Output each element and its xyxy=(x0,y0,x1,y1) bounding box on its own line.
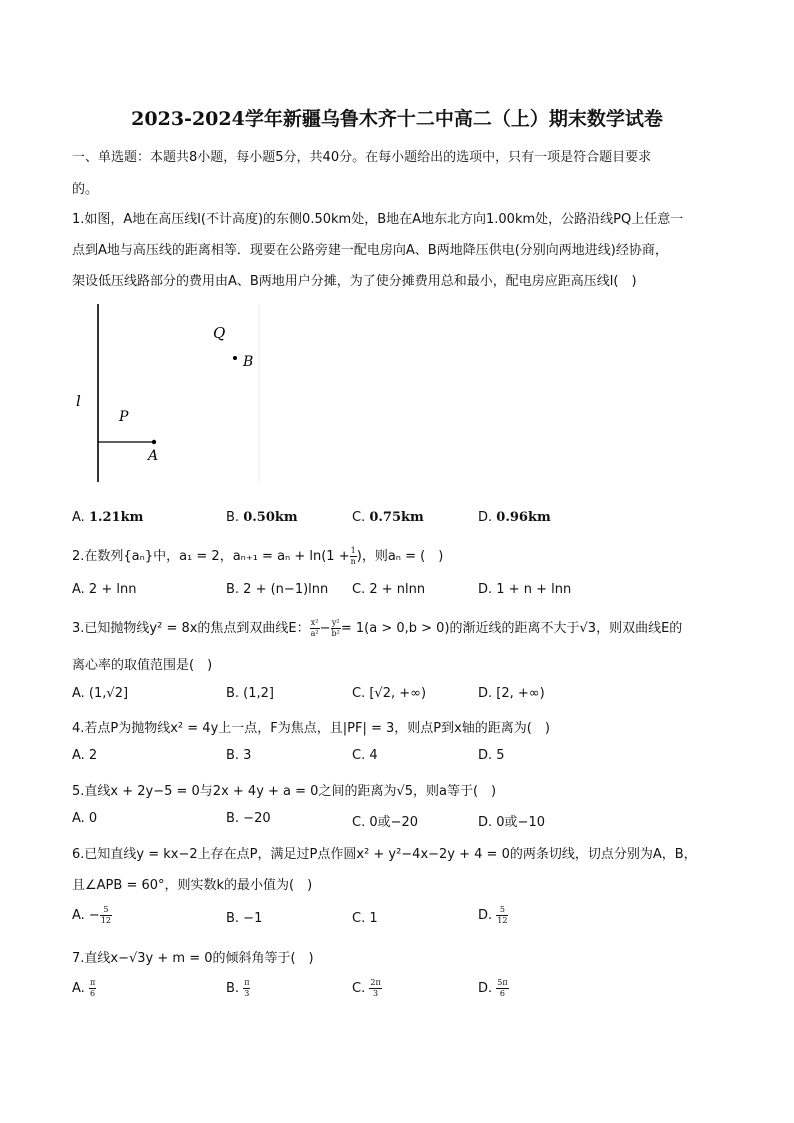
q2-stem: 2.在数列{aₙ}中，a₁ = 2，aₙ₊₁ = aₙ + ln(1 + $\frac{1}{n}$ )，则aₙ = ( ) xyxy=(72,546,444,566)
section-heading-line2: 的。 xyxy=(72,182,99,197)
q7-option-a: A. $\frac{\pi}{6}$ xyxy=(72,978,96,998)
q4-stem: 4.若点P为抛物线x² = 4y上一点，F为焦点，且|PF| = 3，则点P到x轴的距离为( ) xyxy=(72,721,550,736)
q6-option-b: B. −1 xyxy=(226,911,263,926)
label-P: P xyxy=(119,409,129,425)
q3-stem-line1: 3.已知抛物线y² = 8x的焦点到双曲线E： $\frac{\text{x²}}{\text{a²}}$ − $\frac{\text{y²}}{\text{b²}}$ = 1(a > 0,b > 0)的渐近线的距离不大于√3，则双曲线E的 xyxy=(72,618,683,638)
q6-stem-line2: 且∠APB = 60°，则实数k的最小值为( ) xyxy=(72,878,313,893)
label-Q: Q xyxy=(213,324,226,342)
q2-option-c: C. 2 + nlnn xyxy=(352,582,426,597)
q5-option-a: A. 0 xyxy=(72,811,98,826)
q6-stem-line1: 6.已知直线y = kx−2上存在点P，满足过P点作圆x² + y²−4x−2y + 4 = 0的两条切线，切点分别为A，B， xyxy=(72,847,697,862)
q1-option-d: D. 0.96km xyxy=(478,510,551,525)
q2-option-d: D. 1 + n + lnn xyxy=(478,582,572,597)
q6-option-c: C. 1 xyxy=(352,911,378,926)
q1-figure xyxy=(76,300,276,485)
q7-option-d: D. $\frac{5\pi}{6}$ xyxy=(478,978,508,998)
label-B: B xyxy=(243,354,254,370)
q1-stem-line2: 点到A地与高压线的距离相等．现要在公路旁建一配电房向A、B两地降压供电(分别向两地进线)经协商， xyxy=(72,243,668,258)
q3-stem-line2: 离心率的取值范围是( ) xyxy=(72,658,213,673)
q3-option-d: D. [2, +∞) xyxy=(478,686,545,701)
q3-option-b: B. (1,2] xyxy=(226,686,275,701)
q4-option-b: B. 3 xyxy=(226,748,252,763)
point-B xyxy=(233,356,237,360)
q6-option-a: A. − $\frac{5}{12}$ xyxy=(72,905,112,925)
label-l: l xyxy=(76,392,81,410)
q6-option-d: D. $\frac{5}{12}$ xyxy=(478,905,508,925)
q5-option-b: B. −20 xyxy=(226,811,271,826)
q5-stem: 5.直线x + 2y−5 = 0与2x + 4y + a = 0之间的距离为√5，则a等于( ) xyxy=(72,784,497,799)
q4-option-a: A. 2 xyxy=(72,748,98,763)
q4-option-d: D. 5 xyxy=(478,748,505,763)
q3-option-c: C. [√2, +∞) xyxy=(352,686,427,701)
q7-option-b: B. $\frac{\pi}{3}$ xyxy=(226,978,250,998)
q1-option-b: B. 0.50km xyxy=(226,510,298,525)
q3-option-a: A. (1,√2] xyxy=(72,686,129,701)
q2-fraction: $\frac{1}{n}$ xyxy=(350,546,356,566)
q2-option-a: A. 2 + lnn xyxy=(72,582,137,597)
q1-stem-line1: 1.如图，A地在高压线l(不计高度)的东侧0.50km处，B地在A地东北方向1.00km处，公路沿线PQ上任意一 xyxy=(72,212,684,227)
q1-option-c: C. 0.75km xyxy=(352,510,424,525)
exam-title: 2023-2024学年新疆乌鲁木齐十二中高二（上）期末数学试卷 xyxy=(131,108,663,130)
point-A xyxy=(152,440,156,444)
q1-stem-line3: 架设低压线路部分的费用由A、B两地用户分摊，为了使分摊费用总和最小，配电房应距高压线l( ) xyxy=(72,274,637,289)
q1-option-a: A. 1.21km xyxy=(72,510,144,525)
section-heading-line1: 一、单选题：本题共8小题，每小题5分，共40分。在每小题给出的选项中，只有一项是符合题目要求 xyxy=(72,150,652,165)
q2-option-b: B. 2 + (n−1)lnn xyxy=(226,582,329,597)
q7-stem: 7.直线x−√3y + m = 0的倾斜角等于( ) xyxy=(72,951,314,966)
q5-option-c: C. 0或−20 xyxy=(352,815,419,830)
q7-option-c: C. $\frac{2\pi}{3}$ xyxy=(352,978,381,998)
q4-option-c: C. 4 xyxy=(352,748,378,763)
q5-option-d: D. 0或−10 xyxy=(478,815,545,830)
label-A: A xyxy=(148,448,159,464)
